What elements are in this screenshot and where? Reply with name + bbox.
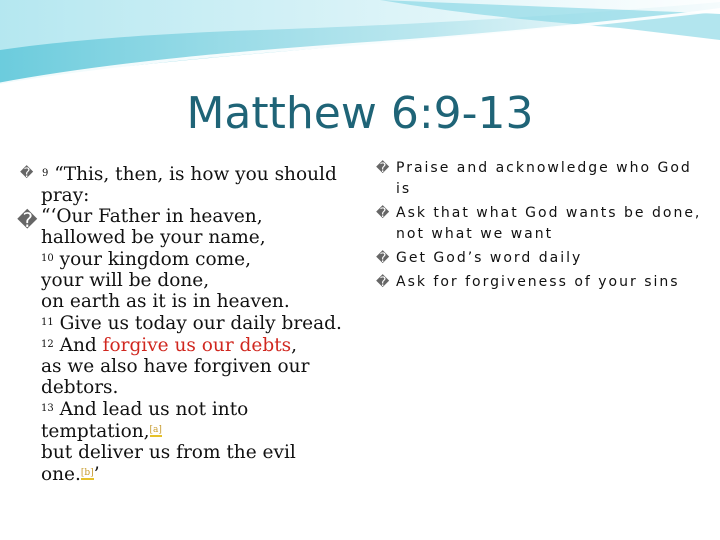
highlight-forgive-debts: forgive us our debts (102, 335, 292, 356)
verse-line: but deliver us from the evil (41, 442, 296, 463)
bullet-icon: � (17, 208, 38, 232)
bullet-icon: � (376, 275, 390, 290)
verse-line: on earth as it is in heaven. (41, 291, 290, 312)
verse-line: as we also have forgiven our (41, 356, 310, 377)
list-item: � Ask that what God wants be done, not what we want (376, 205, 702, 242)
verse-12-line: $^{12}$ And forgive us our debts, (41, 335, 298, 356)
bullet-icon: � (376, 161, 390, 176)
header-wave-decoration (0, 0, 720, 90)
slide-title: Matthew 6:9-13 (186, 88, 534, 139)
verse-line: one.[b]’ (41, 464, 100, 485)
bullet-icon: � (20, 166, 34, 181)
verse-line: temptation,[a] (41, 421, 162, 442)
verse-13-line: $^{13}$ And lead us not into (41, 399, 249, 420)
bullet-icon: � (376, 251, 390, 266)
footnote-link-b[interactable]: [b] (80, 468, 94, 478)
bullet-icon: � (376, 206, 390, 221)
verse-line: $^{10}$ your kingdom come, (41, 249, 252, 270)
verse-line: $^{11}$ Give us today our daily bread. (41, 313, 342, 334)
list-item: � Get God’s word daily (376, 248, 706, 269)
footnote-link-a[interactable]: [a] (149, 425, 162, 435)
verse-line: debtors. (41, 377, 119, 398)
verse-9-line: $^9$ “This, then, is how you should (42, 164, 337, 185)
verse-number: 9 (42, 168, 49, 179)
verse-line: your will be done, (41, 270, 210, 291)
verse-line: hallowed be your name, (41, 227, 266, 248)
list-item: � Ask for forgiveness of your sins (376, 272, 706, 293)
scripture-passage (20, 163, 350, 485)
prayer-points-list (376, 158, 706, 296)
verse-line: “‘Our Father in heaven, (41, 206, 263, 227)
list-item: � Praise and acknowledge who God is (376, 160, 692, 197)
verse-line: pray: (41, 185, 90, 206)
